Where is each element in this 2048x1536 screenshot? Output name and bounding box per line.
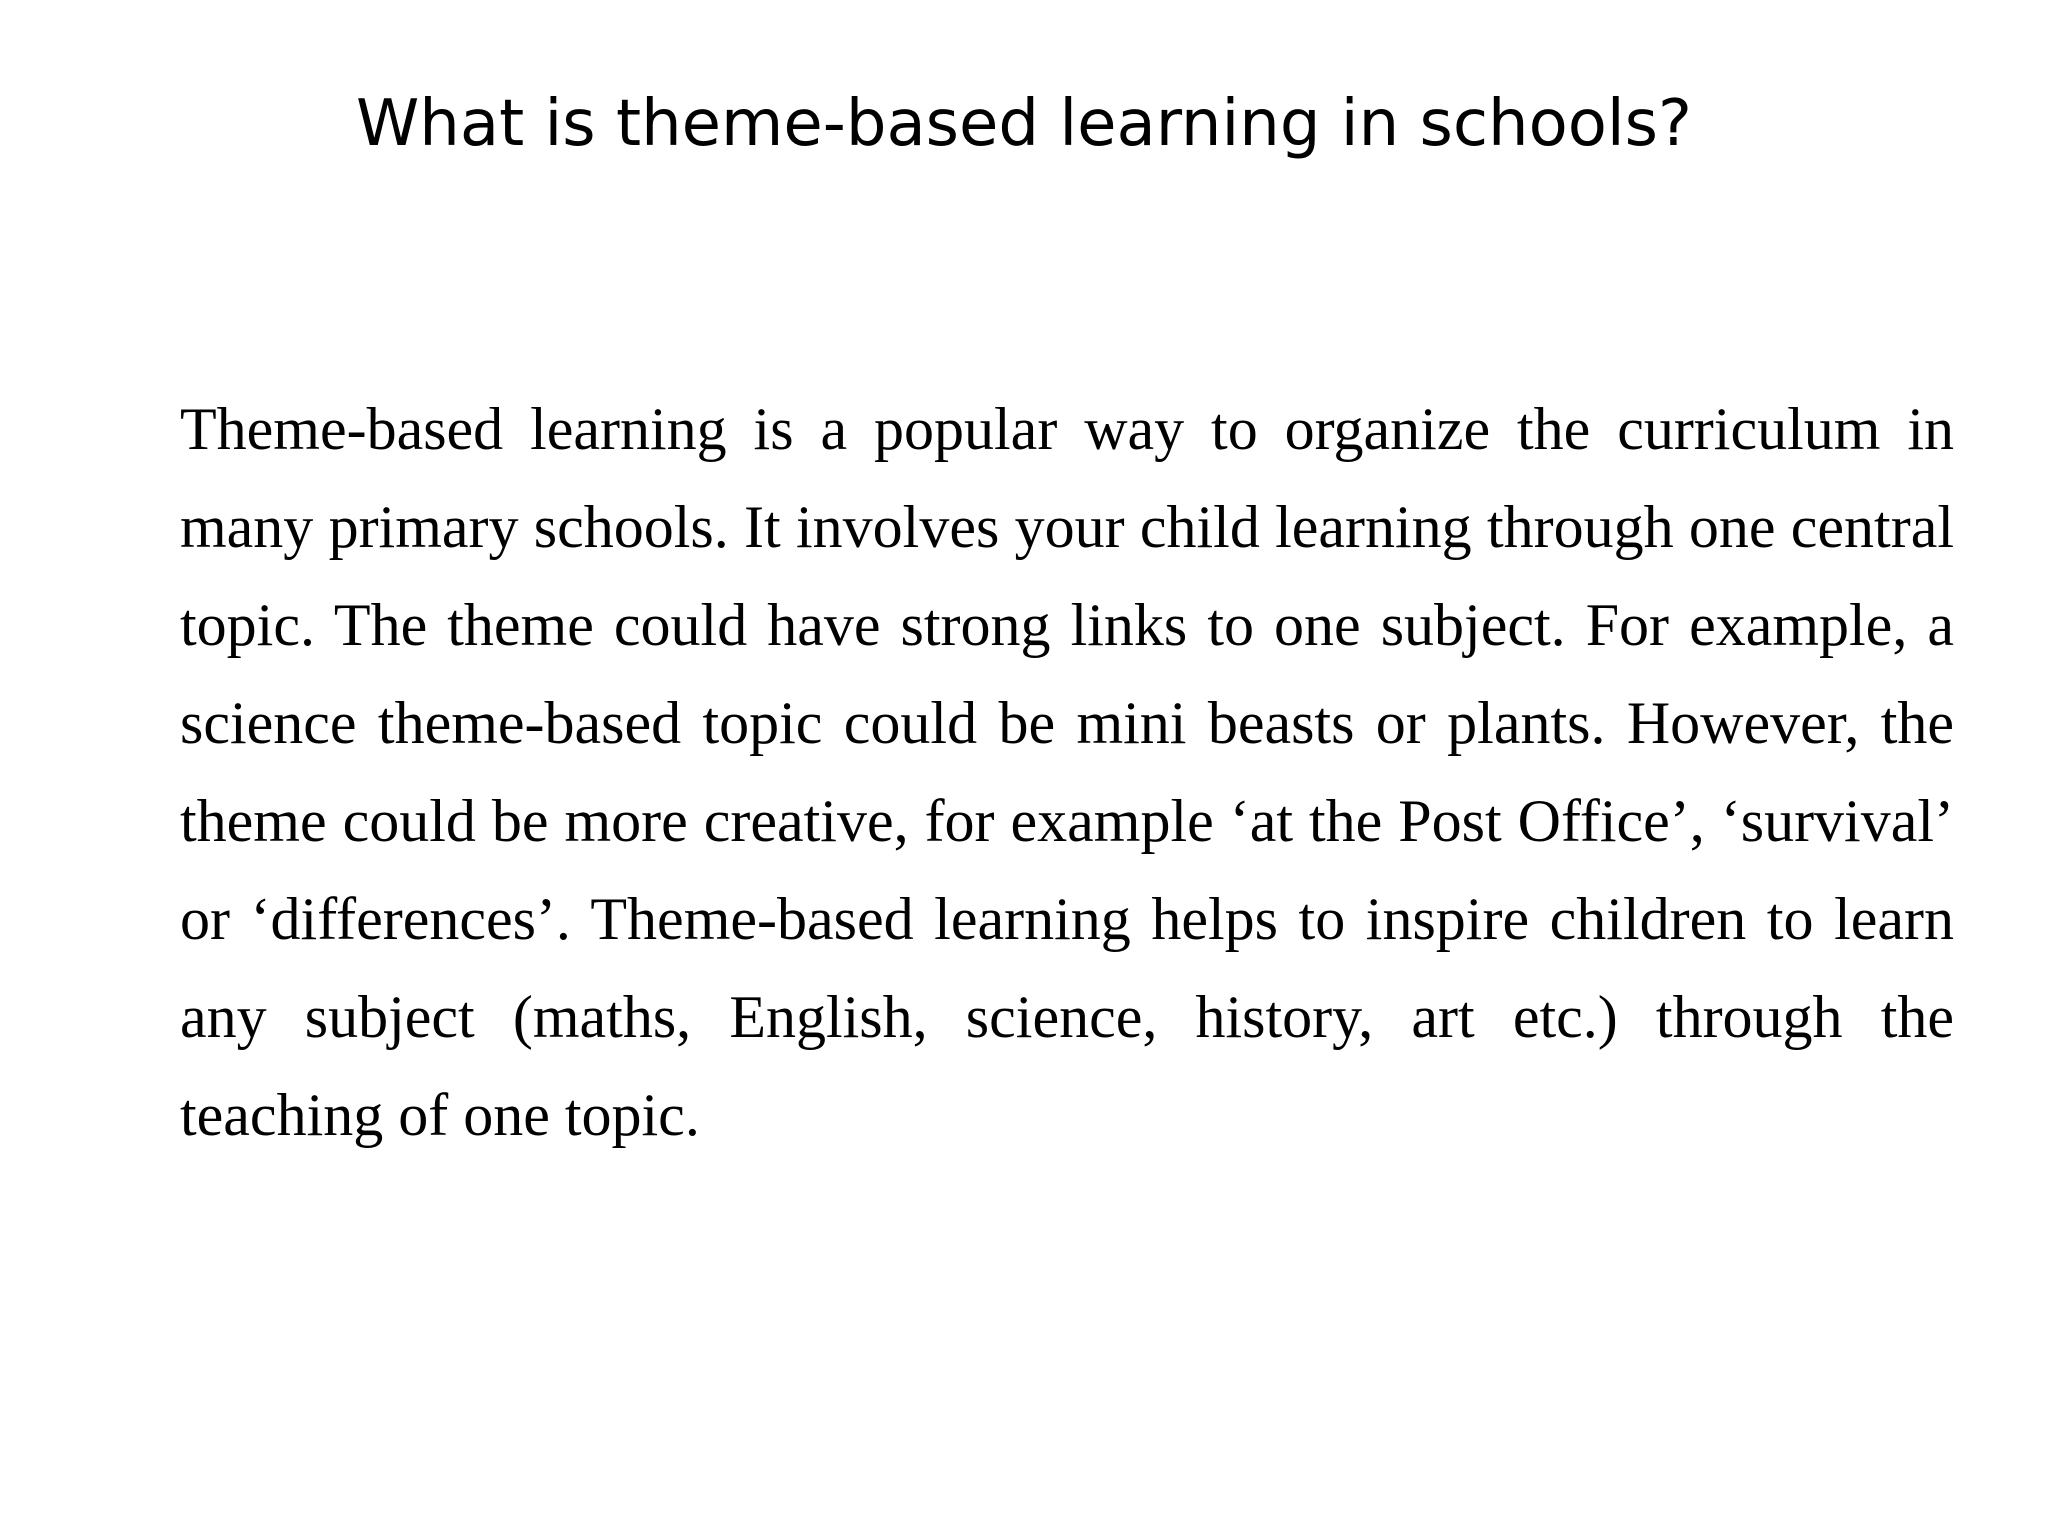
slide-body-paragraph: Theme-based learning is a popular way to organize the curriculum in many primary schools. It involves your child learning through one central topic. The theme could have strong links to one subject. For example, a science theme-based topic could be mini beasts or plants. However, the theme could be more creative, for example ‘at the Post Office’, ‘survival’ or ‘differences’. Theme-based learning helps to inspire children to learn any subject (maths, English, science, history, art etc.) through the teaching of one topic. bbox=[180, 396, 1954, 1148]
slide-title: What is theme-based learning in schools? bbox=[356, 87, 1692, 161]
